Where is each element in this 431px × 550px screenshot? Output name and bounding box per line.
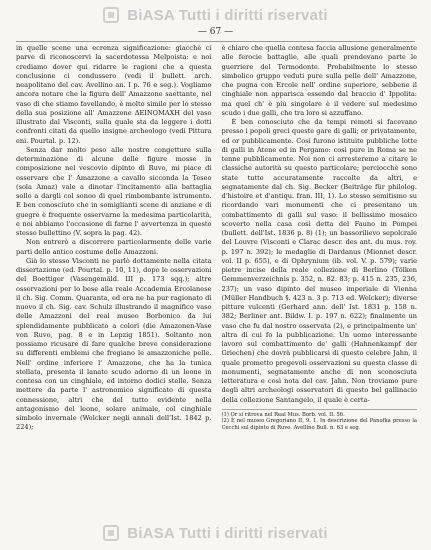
header-rule: [16, 41, 415, 42]
footnotes: [222, 409, 418, 432]
left-column: [16, 44, 212, 520]
right-column: [222, 44, 418, 520]
left-paragraph: Non entrerò a discorrere particolarmente delle varie parti dello antico costume delle Amazzoni.: [16, 238, 212, 256]
footnote: (2) È nel museo Gregoriano II, 9. 1. In descrizione del Panofka presso la Cecchi sul dipinto di Ruvo. Avellino Bull. n. 63 e seg.: [221, 418, 417, 431]
left-paragraph: Già lo stesso Visconti ne parlò dottamente nella citata dissertazione (ed. Pourtal. p. 10, 11), dopo le osservazioni del Boettiger (Vasengemäld. III p. 173 sqq.); altre osservazioni per lo bese alla reale Accademia Ercolanese il ch. Sig. Comm. Quaranta, ed ora ne ha pur ragionato di nuovo il ch. Sig. cav. Schulz illustrando il magnifico vaso delle Amazzoni del real museo Borbonico da lui splendidamente pubblicato a colori (die Amazonen-Vase von Ruvo, pag. 8 e in Lepzig 1851). Soltanto non possiamo ricusare di fare qualche breve considerazione su differenti emblemi che fregiano le amazzoniche pelle. Nell' ordine inferiore l' Amazzone, che ha la tunica stellata, presenta il lanato scudo adorno di un leone in contesa con un cinghiale, ed intorno dodici stelle. Senza mettere da parte l' astronomico significato di questa connessione, altri che del tutto evidente nella antagonismo del leone, solare animale, col cinghiale simbolo invernale (Welcker negli annali dell'Ist. 1842 p. 224);: [16, 256, 212, 432]
watermark-banner-top: [0, 4, 431, 26]
page-number: — 67 —: [197, 27, 234, 37]
library-logo-icon: [103, 7, 119, 23]
text-columns: [16, 44, 417, 520]
library-logo-icon: [103, 525, 119, 541]
right-paragraph: è chiaro che quella contesa faccia allusione generalmente alle ferocie battaglie, alle quali prendevano parte le guerriere del Termodonte. Probabilmente lo stesso simbolico gruppo veduti pure sulla pelle dell' Amazzone, che pugna con Ercole nell' ordine superiore, sebbene il cinghiale non apparisca essendo dal braccio d' Ippolita: ma quel ch' è più singolare è il vedere sul medesimo scudo i due galli, che tra loro si azzuffano.: [221, 44, 417, 117]
page-header: [14, 27, 417, 41]
right-paragraph: È ben conosciuto che da tempi remoti si facevano presso i popoli greci queste gare di galli; or privatamente, ed or pubblicamente. Così furono istituite pubbliche lotte di galli in Atene ed in Pergamo: così pure in Roma se ne tenne pubblicamente. Noi non ci arresteremo a citare le classiche autorità su questo particolare; perciocchè sono state tutte accuratamente raccolte da altri, e segnatamente dal ch. Sig. Becker (Beiträge für philolog. d'histoire et d'antiqu. fran. III, 1). Lo stesso semitismo su ricordando vari monumenti che ci presentano un combattimento di galli sul vaso: il bellissimo mosaico scoverto nella casa così detta del Fauno in Pompei (bullett. dell'Ist. 1836 p. 8) (1); un bassorilievo sepolcrale del Louvre (Visconti e Clarac descr. des ant. du mus. roy. p. 197 n. 392); le medaglie di Dardanus (Mionnet descr. vol. II p. 655), e di Ophrynium (ib. vol. V. p. 579); varie pietre incise della reale collezione di Berlino (Tölken Gemmenverzeichnis p. 352, n. 82. 83; p. 415 n. 235, 236, 237); un vaso dipinto del museo imperiale di Vienna (Müller Handbuch §. 423 n. 3 p. 713 ed. Welcker); diverse pitture vulcenti (Gerhard ann. dell' Ist. 1831 p. 158 n. 382; Berliner ant. Bildw. I. p. 197 n. 622); finalmente un vaso che fu dal nostro osservata (2), e principalmente un' altra di cui fo la pubblicazione. Un uomo interessante lavoro sul combattimento de' galli (Hahnenkampf der Griechen) che dovrà pubblicarsi di questo celebre Jahn, il quale prometto pregevoli osservazioni su questa classe di monumenti, segnatamente anche di non sconosciuta letteratura e così nota del cav. Jahn. Non troviamo pure degli altri archeologi osservatori di questo bel gallinacio della collezione Santangelo, il quale è certa-: [221, 118, 417, 404]
watermark-banner-bottom: [0, 522, 431, 544]
footnote: (1) Or si ritrova nel Real Mus. Borb. vol. II. 56.: [221, 411, 345, 418]
left-paragraph: Senza dar molto peso alle nostre congetture sulla determinazione di alcune delle figure mosse in composizione nel vescovio dipinto di Ruvo, mi piace di osservare che l' Amazzone a cavallo sicconda la Teseo (sola Amaz) vale a dinotar l'incitamento alla battaglia sollo a dargli col sonoo di quel rimbombante istrumento. E ben conosciuto che in somiglianti scene di anziane e di guegre è frequente osservarne la medesima particolarità, e noi abbiamo l'occasione di farne l' avvertenza in questo stesso bullettino (V. sopra la pag. 42).: [16, 145, 212, 237]
watermark-text-bottom: BiASA Tutti i diritti riservati: [127, 524, 328, 542]
left-paragraph: in quelle scene una ecrenza significazione: giacchè ci parve di riconoscervi la sacerdotessa Melpoista: e noi crediamo dover qui ridarre le ragioni che a questa conclusione ci condussero (vedi il bullett. arch. neapolitano del cav. Avellino an. I p. 76 e seg.). Vogliamo ancora notare che la figura dell' Amazzone saettante, nel vaso di che stiamo favellando, è molto simile per lo stesso della sua posizione all' Amazzone ΔΕΙΝΟΜΑΧΗ del vaso illustrato dal Visconti, sulla quale sta da leggere i dotti confronti citati da quello insigne archeologo (vedi Pittura eni. Pourtal. p. 12).: [16, 44, 212, 145]
watermark-text-top: BiASA Tutti i diritti riservati: [127, 6, 328, 24]
